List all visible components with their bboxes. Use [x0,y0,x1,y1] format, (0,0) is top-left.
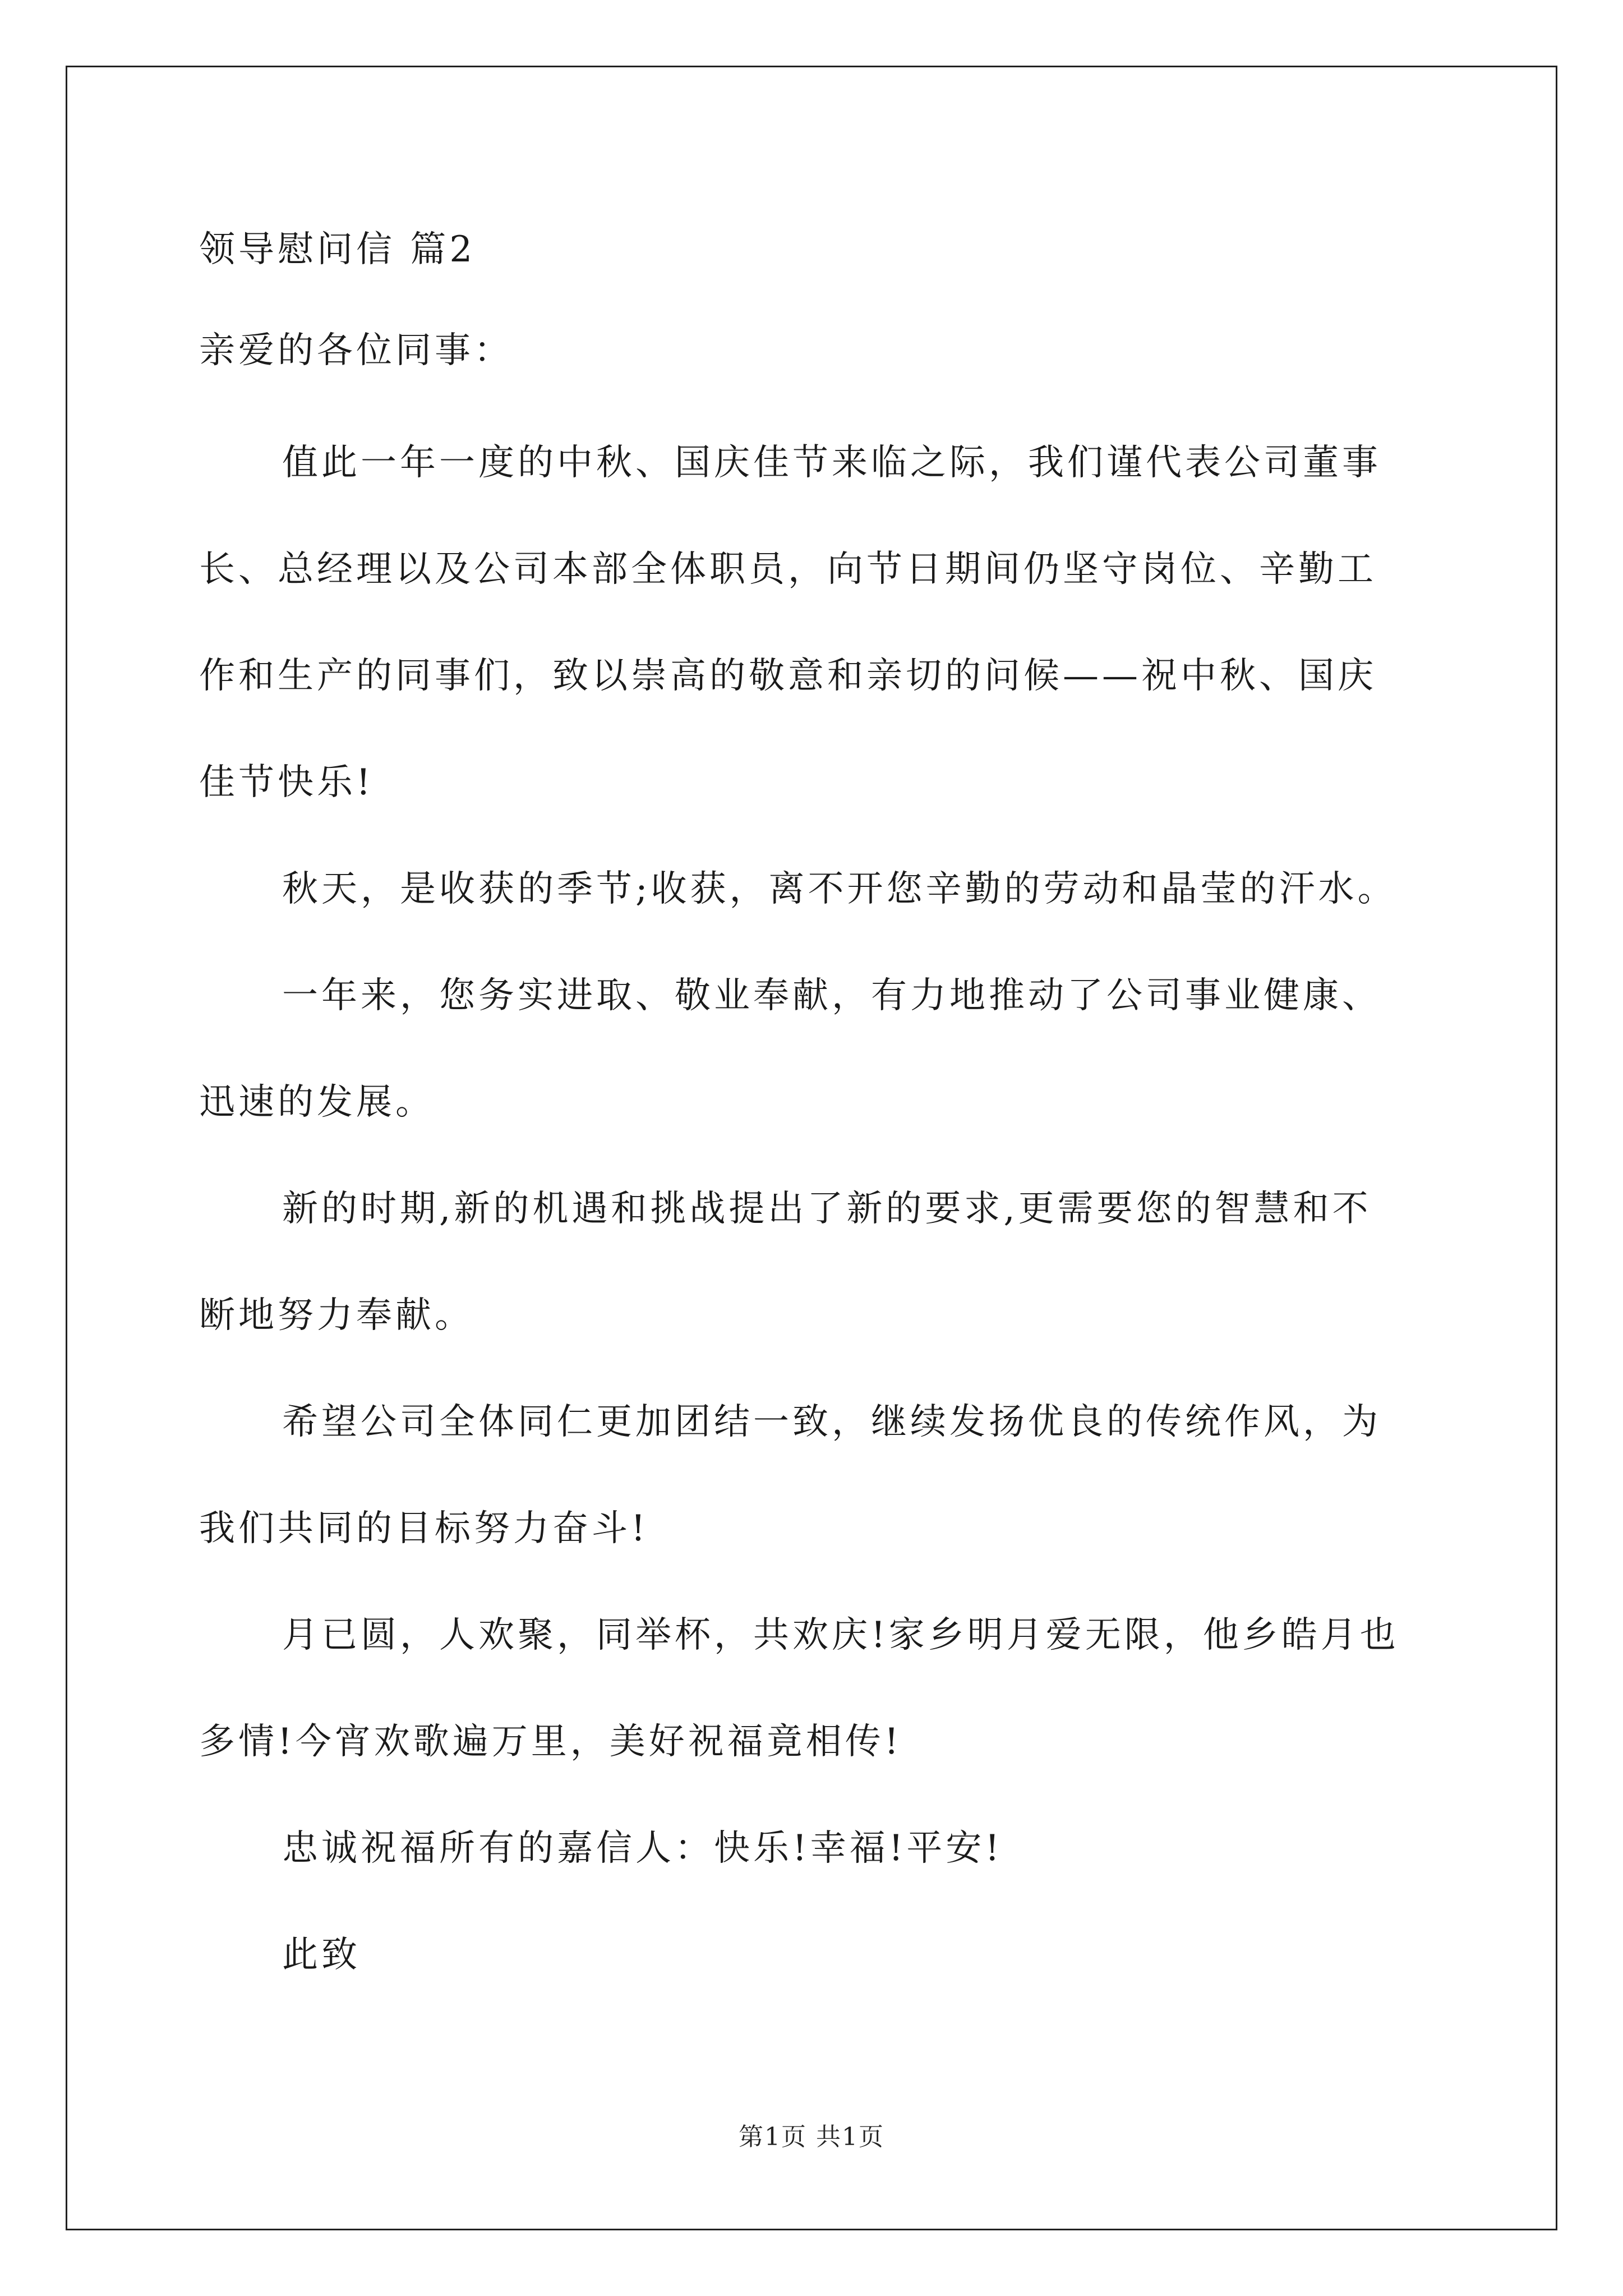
document-title: 领导慰问信 篇2 [199,229,476,270]
paragraph-line: 希望公司全体同仁更加团结一致，继续发扬优良的传统作风，为 [282,1401,1381,1443]
paragraph-line: 断地努力奉献。 [199,1295,474,1336]
paragraph-line: 作和生产的同事们，致以崇高的敬意和亲切的问候——祝中秋、国庆 [199,655,1377,697]
paragraph-line: 佳节快乐! [199,762,374,803]
page-footer: 第1页 共1页 [739,2123,884,2151]
paragraph-line: 忠诚祝福所有的嘉信人：快乐!幸福!平安! [282,1828,1003,1869]
paragraph-line: 值此一年一度的中秋、国庆佳节来临之际，我们谨代表公司董事 [282,442,1381,484]
closing-line: 此致 [282,1934,361,1976]
paragraph-line: 秋天，是收获的季节;收获，离不开您辛勤的劳动和晶莹的汗水。 [282,868,1397,910]
paragraph-line: 新的时期,新的机遇和挑战提出了新的要求,更需要您的智慧和不 [282,1188,1372,1230]
paragraph-line: 长、总经理以及公司本部全体职员，向节日期间仍坚守岗位、辛勤工 [199,549,1377,590]
paragraph-line: 月已圆，人欢聚，同举杯，共欢庆!家乡明月爱无限，他乡皓月也 [282,1614,1399,1656]
paragraph-line: 多情!今宵欢歌遍万里，美好祝福竟相传! [199,1721,902,1763]
paragraph-line: 我们共同的目标努力奋斗! [199,1508,649,1549]
salutation: 亲爱的各位同事： [199,330,513,371]
paragraph-line: 迅速的发展。 [199,1082,435,1123]
page-border [66,66,1557,2230]
paragraph-line: 一年来，您务实进取、敬业奉献，有力地推动了公司事业健康、 [282,975,1381,1016]
